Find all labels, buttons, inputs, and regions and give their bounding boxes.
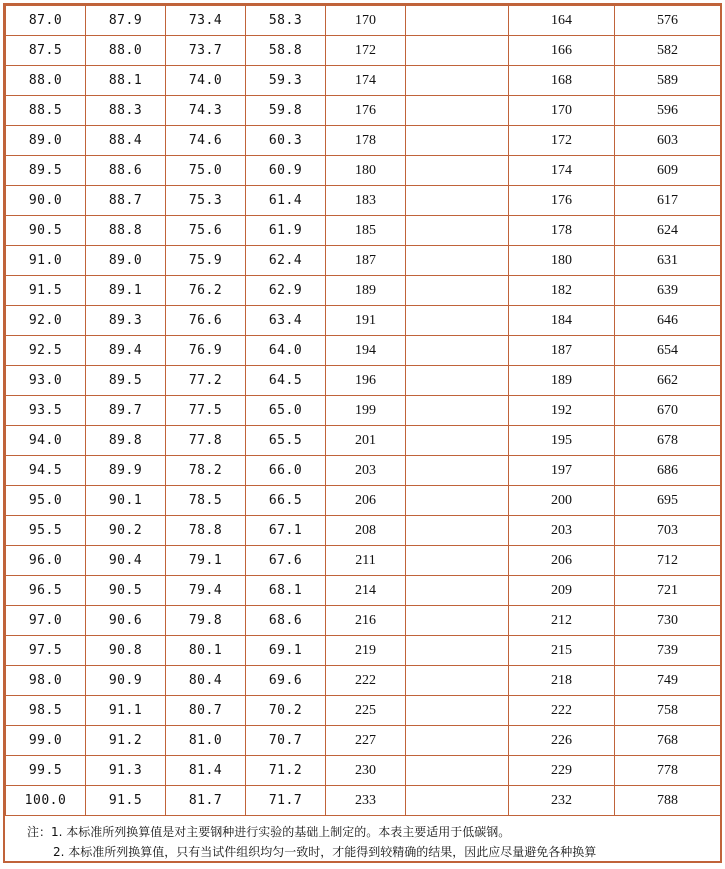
table-cell: 95.0 — [6, 486, 86, 516]
table-cell: 59.8 — [246, 96, 326, 126]
table-cell: 92.0 — [6, 306, 86, 336]
table-cell: 596 — [615, 96, 721, 126]
table-cell: 624 — [615, 216, 721, 246]
table-cell: 93.5 — [6, 396, 86, 426]
table-row — [6, 216, 721, 246]
table-cell: 670 — [615, 396, 721, 426]
table-cell: 69.6 — [246, 666, 326, 696]
table-cell: 230 — [326, 756, 406, 786]
table-cell — [406, 36, 509, 66]
table-cell: 87.9 — [86, 6, 166, 36]
table-cell: 79.8 — [166, 606, 246, 636]
table-cell: 98.5 — [6, 696, 86, 726]
table-cell: 176 — [326, 96, 406, 126]
table-cell: 79.4 — [166, 576, 246, 606]
note-line-1: 注：1. 本标准所列换算值是对主要钢种进行实验的基础上制定的。本表主要适用于低碳钢。 — [27, 825, 511, 839]
table-cell: 60.9 — [246, 156, 326, 186]
table-row — [6, 186, 721, 216]
table-cell: 75.6 — [166, 216, 246, 246]
table-cell: 95.5 — [6, 516, 86, 546]
table-cell: 192 — [509, 396, 615, 426]
table-cell: 66.5 — [246, 486, 326, 516]
table-cell: 81.7 — [166, 786, 246, 816]
table-cell: 73.4 — [166, 6, 246, 36]
table-cell: 69.1 — [246, 636, 326, 666]
table-cell: 212 — [509, 606, 615, 636]
table-cell — [406, 96, 509, 126]
table-cell: 88.4 — [86, 126, 166, 156]
table-row — [6, 36, 721, 66]
table-cell — [406, 336, 509, 366]
table-cell: 222 — [509, 696, 615, 726]
table-cell: 178 — [509, 216, 615, 246]
table-row — [6, 426, 721, 456]
table-cell — [406, 726, 509, 756]
table-cell: 654 — [615, 336, 721, 366]
table-cell: 87.5 — [6, 36, 86, 66]
table-row — [6, 306, 721, 336]
table-cell — [406, 186, 509, 216]
table-cell: 88.3 — [86, 96, 166, 126]
table-row — [6, 366, 721, 396]
table-row — [6, 666, 721, 696]
table-row — [6, 546, 721, 576]
table-cell: 90.5 — [6, 216, 86, 246]
table-cell: 174 — [326, 66, 406, 96]
table-cell: 90.8 — [86, 636, 166, 666]
table-cell: 208 — [326, 516, 406, 546]
table-cell: 199 — [326, 396, 406, 426]
note-line-2: 2. 本标准所列换算值，只有当试件组织均匀一致时，才能得到较精确的结果，因此应尽量避免各种换算 — [53, 845, 597, 859]
table-cell: 89.5 — [86, 366, 166, 396]
table-cell: 749 — [615, 666, 721, 696]
table-cell — [406, 306, 509, 336]
table-cell: 91.5 — [6, 276, 86, 306]
table-cell: 639 — [615, 276, 721, 306]
table-cell: 96.5 — [6, 576, 86, 606]
table-cell: 222 — [326, 666, 406, 696]
table-cell: 197 — [509, 456, 615, 486]
table-cell: 88.0 — [6, 66, 86, 96]
table-row — [6, 636, 721, 666]
table-cell: 61.9 — [246, 216, 326, 246]
table-cell: 75.3 — [166, 186, 246, 216]
table-cell: 730 — [615, 606, 721, 636]
table-cell: 66.0 — [246, 456, 326, 486]
table-cell — [406, 576, 509, 606]
table-cell: 92.5 — [6, 336, 86, 366]
table-cell: 99.5 — [6, 756, 86, 786]
table-cell: 226 — [509, 726, 615, 756]
table-cell: 89.1 — [86, 276, 166, 306]
table-cell: 94.0 — [6, 426, 86, 456]
table-cell: 582 — [615, 36, 721, 66]
table-cell — [406, 246, 509, 276]
table-cell: 58.3 — [246, 6, 326, 36]
table-cell: 211 — [326, 546, 406, 576]
table-cell: 96.0 — [6, 546, 86, 576]
table-cell: 662 — [615, 366, 721, 396]
table-cell: 703 — [615, 516, 721, 546]
table-cell: 74.3 — [166, 96, 246, 126]
table-cell: 68.6 — [246, 606, 326, 636]
conversion-table-frame — [3, 3, 722, 863]
table-cell: 200 — [509, 486, 615, 516]
table-cell: 80.7 — [166, 696, 246, 726]
table-cell: 218 — [509, 666, 615, 696]
table-cell: 76.6 — [166, 306, 246, 336]
table-cell: 758 — [615, 696, 721, 726]
table-cell: 194 — [326, 336, 406, 366]
table-cell: 227 — [326, 726, 406, 756]
table-cell: 170 — [326, 6, 406, 36]
table-cell: 176 — [509, 186, 615, 216]
table-cell: 90.4 — [86, 546, 166, 576]
table-cell — [406, 516, 509, 546]
table-cell: 182 — [509, 276, 615, 306]
table-cell — [406, 276, 509, 306]
table-cell: 91.2 — [86, 726, 166, 756]
table-cell: 215 — [509, 636, 615, 666]
table-cell: 721 — [615, 576, 721, 606]
table-cell: 78.8 — [166, 516, 246, 546]
table-cell: 739 — [615, 636, 721, 666]
table-cell: 73.7 — [166, 36, 246, 66]
table-cell: 195 — [509, 426, 615, 456]
table-row — [6, 276, 721, 306]
table-cell: 88.7 — [86, 186, 166, 216]
table-row — [6, 6, 721, 36]
table-row — [6, 576, 721, 606]
table-cell — [406, 786, 509, 816]
table-cell: 232 — [509, 786, 615, 816]
table-cell: 778 — [615, 756, 721, 786]
table-cell: 206 — [509, 546, 615, 576]
table-cell: 91.3 — [86, 756, 166, 786]
table-cell: 201 — [326, 426, 406, 456]
table-cell — [406, 606, 509, 636]
table-cell: 94.5 — [6, 456, 86, 486]
table-cell — [406, 456, 509, 486]
table-cell: 206 — [326, 486, 406, 516]
table-cell: 89.7 — [86, 396, 166, 426]
table-cell — [406, 636, 509, 666]
table-cell: 89.4 — [86, 336, 166, 366]
table-cell: 189 — [509, 366, 615, 396]
table-cell: 65.0 — [246, 396, 326, 426]
table-cell: 60.3 — [246, 126, 326, 156]
table-cell: 678 — [615, 426, 721, 456]
table-cell — [406, 426, 509, 456]
table-cell: 576 — [615, 6, 721, 36]
table-row — [6, 696, 721, 726]
table-cell: 172 — [326, 36, 406, 66]
table-cell: 214 — [326, 576, 406, 606]
table-cell: 74.0 — [166, 66, 246, 96]
table-row — [6, 156, 721, 186]
table-cell: 686 — [615, 456, 721, 486]
table-cell: 81.0 — [166, 726, 246, 756]
table-row — [6, 456, 721, 486]
table-cell: 233 — [326, 786, 406, 816]
table-cell: 89.0 — [86, 246, 166, 276]
table-cell: 89.8 — [86, 426, 166, 456]
table-cell: 646 — [615, 306, 721, 336]
table-cell — [406, 6, 509, 36]
table-cell: 78.2 — [166, 456, 246, 486]
table-row — [6, 726, 721, 756]
table-row — [6, 396, 721, 426]
table-cell: 617 — [615, 186, 721, 216]
table-cell: 631 — [615, 246, 721, 276]
table-cell: 184 — [509, 306, 615, 336]
table-cell — [406, 756, 509, 786]
table-cell: 88.1 — [86, 66, 166, 96]
table-cell: 100.0 — [6, 786, 86, 816]
table-cell: 180 — [509, 246, 615, 276]
table-cell: 97.5 — [6, 636, 86, 666]
table-cell: 79.1 — [166, 546, 246, 576]
table-cell: 170 — [509, 96, 615, 126]
table-cell: 98.0 — [6, 666, 86, 696]
table-cell: 185 — [326, 216, 406, 246]
table-cell: 77.8 — [166, 426, 246, 456]
table-cell: 89.5 — [6, 156, 86, 186]
table-cell — [406, 66, 509, 96]
table-body — [6, 6, 721, 816]
table-cell: 695 — [615, 486, 721, 516]
notes — [5, 816, 720, 862]
table-cell: 768 — [615, 726, 721, 756]
table-cell: 209 — [509, 576, 615, 606]
table-cell: 62.9 — [246, 276, 326, 306]
table-cell: 91.5 — [86, 786, 166, 816]
table-cell: 88.8 — [86, 216, 166, 246]
table-cell: 712 — [615, 546, 721, 576]
hardness-conversion-table — [5, 5, 721, 816]
table-cell: 187 — [326, 246, 406, 276]
table-cell: 168 — [509, 66, 615, 96]
table-cell — [406, 696, 509, 726]
table-cell: 90.9 — [86, 666, 166, 696]
table-cell: 90.6 — [86, 606, 166, 636]
table-cell: 219 — [326, 636, 406, 666]
table-cell — [406, 156, 509, 186]
table-cell: 89.3 — [86, 306, 166, 336]
table-cell: 64.0 — [246, 336, 326, 366]
table-row — [6, 606, 721, 636]
table-cell — [406, 216, 509, 246]
table-row — [6, 126, 721, 156]
table-cell — [406, 546, 509, 576]
table-cell: 90.1 — [86, 486, 166, 516]
table-row — [6, 786, 721, 816]
table-cell: 174 — [509, 156, 615, 186]
table-cell: 74.6 — [166, 126, 246, 156]
table-cell: 88.5 — [6, 96, 86, 126]
table-cell: 183 — [326, 186, 406, 216]
table-cell: 93.0 — [6, 366, 86, 396]
table-cell: 97.0 — [6, 606, 86, 636]
table-cell: 59.3 — [246, 66, 326, 96]
table-row — [6, 486, 721, 516]
table-cell: 77.2 — [166, 366, 246, 396]
table-row — [6, 516, 721, 546]
table-cell — [406, 126, 509, 156]
table-cell: 81.4 — [166, 756, 246, 786]
table-cell: 91.1 — [86, 696, 166, 726]
table-cell: 80.4 — [166, 666, 246, 696]
table-cell — [406, 666, 509, 696]
table-cell: 225 — [326, 696, 406, 726]
table-cell: 71.7 — [246, 786, 326, 816]
table-cell: 203 — [509, 516, 615, 546]
table-cell: 589 — [615, 66, 721, 96]
table-cell: 76.2 — [166, 276, 246, 306]
table-cell: 196 — [326, 366, 406, 396]
table-cell: 90.2 — [86, 516, 166, 546]
table-cell: 178 — [326, 126, 406, 156]
table-row — [6, 336, 721, 366]
table-row — [6, 96, 721, 126]
table-cell: 203 — [326, 456, 406, 486]
table-cell: 80.1 — [166, 636, 246, 666]
table-cell: 75.9 — [166, 246, 246, 276]
table-cell: 65.5 — [246, 426, 326, 456]
table-cell: 90.0 — [6, 186, 86, 216]
table-cell: 90.5 — [86, 576, 166, 606]
table-cell — [406, 486, 509, 516]
table-cell: 78.5 — [166, 486, 246, 516]
table-cell: 191 — [326, 306, 406, 336]
table-cell — [406, 396, 509, 426]
table-cell: 67.6 — [246, 546, 326, 576]
table-cell: 603 — [615, 126, 721, 156]
table-cell: 89.9 — [86, 456, 166, 486]
table-cell: 89.0 — [6, 126, 86, 156]
table-cell: 77.5 — [166, 396, 246, 426]
table-cell: 788 — [615, 786, 721, 816]
table-cell: 164 — [509, 6, 615, 36]
table-cell: 166 — [509, 36, 615, 66]
table-cell — [406, 366, 509, 396]
table-cell: 58.8 — [246, 36, 326, 66]
table-cell: 88.0 — [86, 36, 166, 66]
table-cell: 70.7 — [246, 726, 326, 756]
table-cell: 68.1 — [246, 576, 326, 606]
table-cell: 71.2 — [246, 756, 326, 786]
table-cell: 61.4 — [246, 186, 326, 216]
table-cell: 62.4 — [246, 246, 326, 276]
table-cell: 64.5 — [246, 366, 326, 396]
table-row — [6, 66, 721, 96]
table-cell: 70.2 — [246, 696, 326, 726]
table-cell: 75.0 — [166, 156, 246, 186]
table-row — [6, 246, 721, 276]
table-cell: 88.6 — [86, 156, 166, 186]
table-cell: 63.4 — [246, 306, 326, 336]
table-cell: 76.9 — [166, 336, 246, 366]
table-cell: 229 — [509, 756, 615, 786]
table-row — [6, 756, 721, 786]
table-cell: 87.0 — [6, 6, 86, 36]
table-cell: 180 — [326, 156, 406, 186]
table-cell: 99.0 — [6, 726, 86, 756]
table-cell: 189 — [326, 276, 406, 306]
table-cell: 609 — [615, 156, 721, 186]
table-cell: 216 — [326, 606, 406, 636]
table-cell: 187 — [509, 336, 615, 366]
table-cell: 172 — [509, 126, 615, 156]
table-cell: 91.0 — [6, 246, 86, 276]
table-cell: 67.1 — [246, 516, 326, 546]
